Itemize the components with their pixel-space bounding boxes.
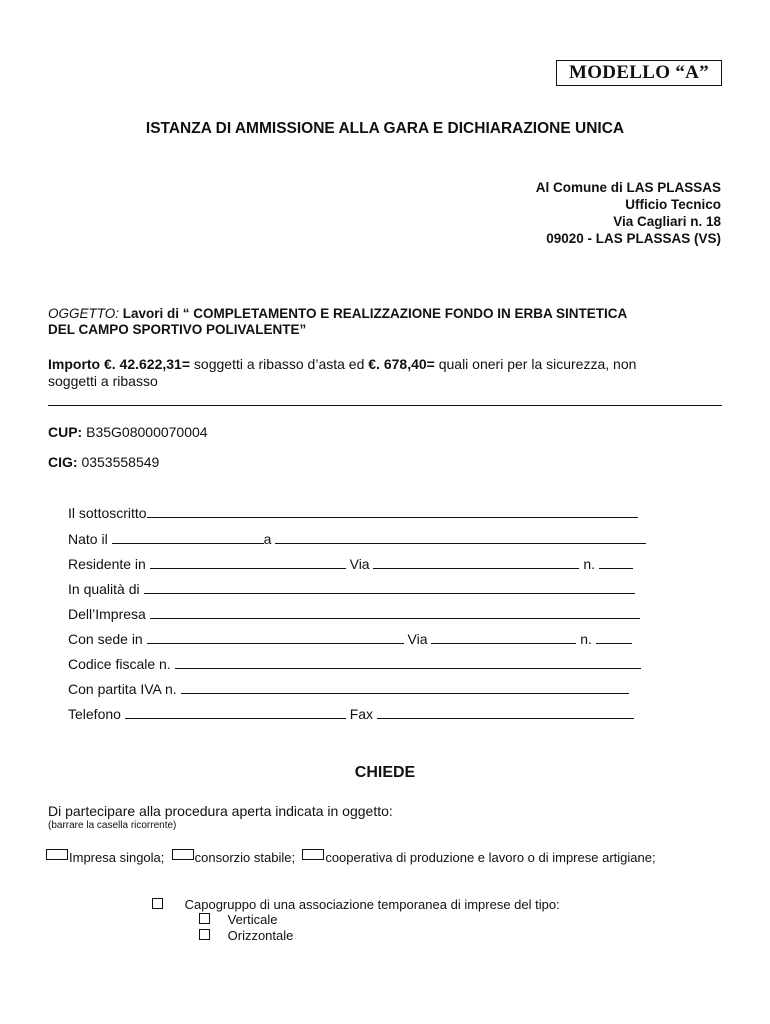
participation-options	[46, 849, 656, 865]
field-label: Con partita IVA n.	[68, 681, 177, 697]
field-nato	[68, 530, 646, 547]
seat-input-line[interactable]	[147, 630, 404, 644]
amount-line-2: soggetti a ribasso	[48, 373, 158, 389]
cig-row	[48, 454, 159, 470]
birth-place-input-line[interactable]	[275, 530, 646, 544]
amount-text: soggetti a ribasso d’asta ed	[190, 356, 369, 372]
field-codice-fiscale	[68, 655, 641, 672]
model-label: MODELLO “A”	[556, 60, 722, 86]
cooperativa-label: cooperativa di produzione e lavoro o di imprese artigiane;	[325, 850, 656, 865]
sottoscritto-input-line[interactable]	[147, 504, 638, 518]
recipient-line: 09020 - LAS PLASSAS (VS)	[546, 231, 721, 246]
cup-row	[48, 424, 208, 440]
field-residente	[68, 555, 633, 572]
recipient-line: Ufficio Tecnico	[625, 197, 721, 212]
role-input-line[interactable]	[144, 580, 635, 594]
seat-number-input-line[interactable]	[596, 630, 632, 644]
field-sede	[68, 630, 632, 647]
fax-input-line[interactable]	[377, 705, 634, 719]
vat-input-line[interactable]	[181, 680, 629, 694]
capogruppo-checkbox[interactable]	[152, 898, 163, 909]
field-label: Fax	[349, 706, 374, 722]
field-partita-iva	[68, 680, 629, 697]
impresa-singola-checkbox[interactable]	[46, 849, 68, 860]
field-sottoscritto	[68, 504, 638, 521]
cup-label: CUP:	[48, 424, 83, 440]
subject-text: Lavori di “ COMPLETAMENTO E REALIZZAZIONE FONDO IN ERBA SINTETICA	[122, 306, 628, 321]
tax-code-input-line[interactable]	[175, 655, 641, 669]
field-qualita	[68, 580, 635, 597]
field-label: Codice fiscale n.	[68, 656, 171, 672]
field-label: Dell’Impresa	[68, 606, 146, 622]
amount-text-2: quali oneri per la sicurezza, non	[434, 356, 637, 372]
amount-line-1	[48, 356, 636, 372]
residence-input-line[interactable]	[150, 555, 346, 569]
seat-street-input-line[interactable]	[431, 630, 576, 644]
capogruppo-label: Capogruppo di una associazione temporanea di imprese del tipo:	[184, 897, 560, 912]
field-label: In qualità di	[68, 581, 140, 597]
company-input-line[interactable]	[150, 605, 640, 619]
recipient-line: Al Comune di LAS PLASSAS	[535, 180, 721, 195]
subject-line-2: DEL CAMPO SPORTIVO POLIVALENTE”	[48, 322, 307, 337]
cig-label: CIG:	[48, 454, 78, 470]
field-label: n.	[580, 631, 592, 647]
recipient-line: Via Cagliari n. 18	[613, 214, 721, 229]
cig-value: 0353558549	[77, 454, 160, 470]
field-label: Residente in	[68, 556, 146, 572]
field-label: n.	[583, 556, 596, 572]
horizontal-rule	[48, 405, 722, 406]
participate-text: Di partecipare alla procedura aperta indicata in oggetto:	[48, 803, 393, 819]
phone-input-line[interactable]	[125, 705, 346, 719]
cup-value: B35G08000070004	[82, 424, 208, 440]
instruction-text: (barrare la casella ricorrente)	[48, 820, 177, 831]
field-label: Telefono	[68, 706, 121, 722]
residence-street-input-line[interactable]	[373, 555, 579, 569]
subject-line-1	[48, 306, 627, 321]
orizzontale-checkbox[interactable]	[199, 929, 210, 940]
capogruppo-option	[152, 897, 560, 912]
orizzontale-option	[199, 928, 293, 943]
field-telefono	[68, 705, 634, 722]
field-label: Il sottoscritto	[68, 505, 147, 521]
document-title: ISTANZA DI AMMISSIONE ALLA GARA E DICHIARAZIONE UNICA	[145, 120, 625, 137]
field-impresa	[68, 605, 640, 622]
amount-label: Importo €. 42.622,31=	[48, 356, 191, 372]
consorzio-checkbox[interactable]	[172, 849, 194, 860]
field-label: Via	[349, 556, 370, 572]
verticale-label: Verticale	[227, 912, 278, 927]
verticale-checkbox[interactable]	[199, 913, 210, 924]
chiede-heading: CHIEDE	[354, 764, 416, 781]
residence-number-input-line[interactable]	[599, 555, 633, 569]
field-label: Con sede in	[68, 631, 143, 647]
consorzio-label: consorzio stabile;	[194, 850, 296, 865]
verticale-option	[199, 912, 278, 927]
birth-date-input-line[interactable]	[112, 530, 264, 544]
security-amount: €. 678,40=	[368, 356, 435, 372]
cooperativa-checkbox[interactable]	[302, 849, 324, 860]
field-label: Via	[407, 631, 428, 647]
impresa-singola-label: Impresa singola;	[69, 850, 165, 865]
subject-label: OGGETTO:	[48, 306, 120, 321]
field-label: a	[263, 531, 272, 547]
field-label: Nato il	[68, 531, 108, 547]
orizzontale-label: Orizzontale	[227, 928, 294, 943]
